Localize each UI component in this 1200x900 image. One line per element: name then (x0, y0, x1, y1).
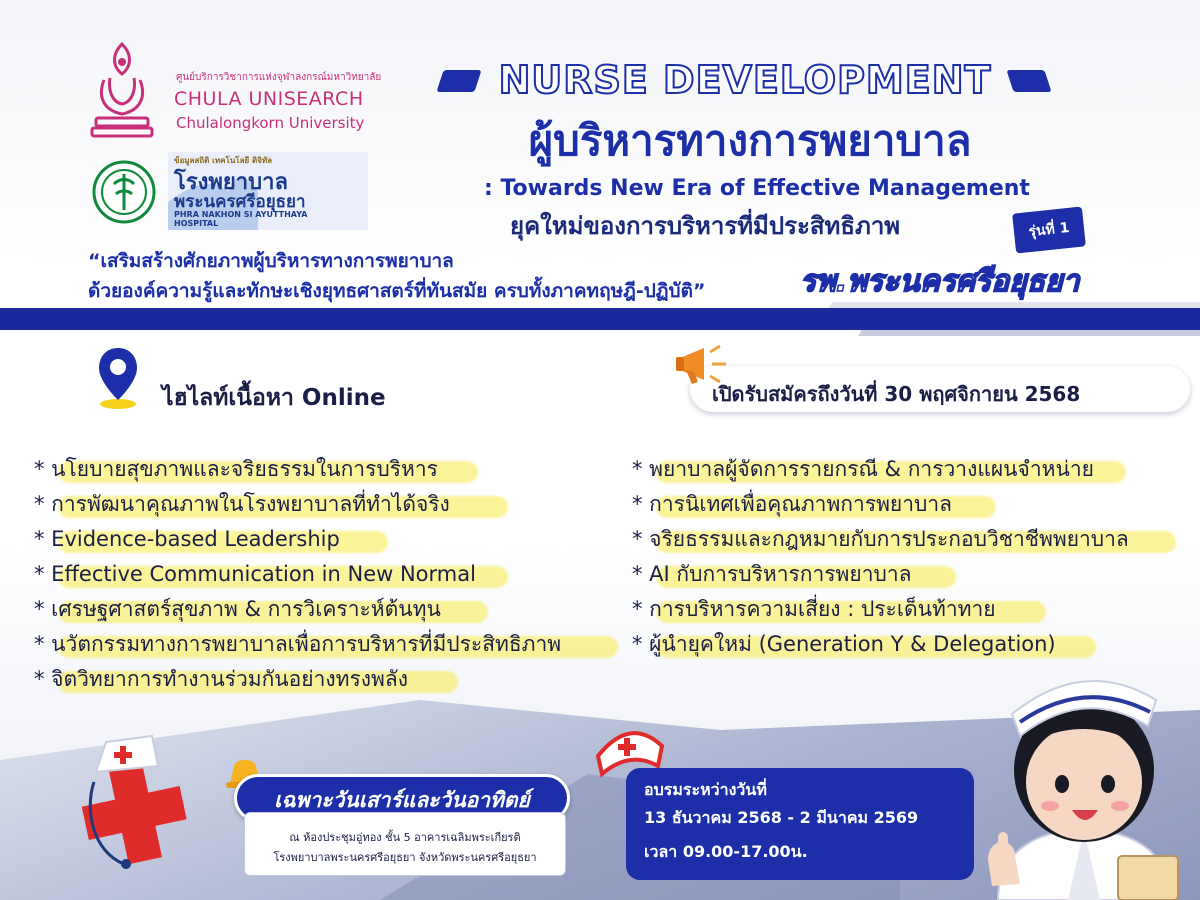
hospital-short-name: รพ.พระนครศรีอยุธยา (800, 264, 1080, 299)
hospital-logo-line1: โรงพยาบาล (174, 170, 288, 195)
training-time: เวลา 09.00-17.00น. (644, 842, 808, 861)
tagline-line1: “เสริมสร้างศักยภาพผู้บริหารทางการพยาบาล (88, 250, 454, 272)
training-dates: 13 ธันวาคม 2568 - 2 มีนาคม 2569 (644, 808, 919, 827)
list-item: * การนิเทศเพื่อคุณภาพการพยาบาล (632, 487, 1129, 522)
topics-list-left (34, 452, 561, 697)
chula-unisearch-name: CHULA UNISEARCH (174, 88, 364, 110)
training-label: อบรมระหว่างวันที่ (644, 780, 767, 799)
venue-line2: โรงพยาบาลพระนครศรีอยุธยา จังหวัดพระนครศรีอยุธยา (273, 851, 537, 864)
chula-emblem-icon (88, 40, 156, 140)
list-item: * การบริหารความเสี่ยง : ประเด็นท้าทาย (632, 592, 1129, 627)
hospital-logo-en1: PHRA NAKHON SI AYUTTHAYA (174, 210, 308, 219)
list-item: * Evidence-based Leadership (34, 522, 561, 557)
application-deadline-text: เปิดรับสมัครถึงวันที่ 30 พฤศจิกายน 2568 (712, 382, 1081, 406)
list-item: * พยาบาลผู้จัดการรายกรณี & การวางแผนจำหน่าย (632, 452, 1129, 487)
venue-line1: ณ ห้องประชุมอู่ทอง ชั้น 5 อาคารเฉลิมพระเกียรติ (289, 831, 521, 844)
hospital-logo-caption: ข้อมูลสถิติ เทคโนโลยี ดิจิทัล (174, 156, 273, 165)
generation-tag: รุ่นที่ 1 (1012, 206, 1086, 253)
location-pin-icon (96, 346, 140, 410)
list-item: * การพัฒนาคุณภาพในโรงพยาบาลที่ทำได้จริง (34, 487, 561, 522)
header-stripe-lower (858, 330, 1200, 336)
list-item: * Effective Communication in New Normal (34, 557, 561, 592)
weekend-text: เฉพาะวันเสาร์และวันอาทิตย์ (274, 788, 530, 812)
moph-emblem-icon (92, 160, 156, 224)
chula-thai-name: ศูนย์บริการวิชาการแห่งจุฬาลงกรณ์มหาวิทยาลัย (176, 72, 382, 83)
list-item: * AI กับการบริหารการพยาบาล (632, 557, 1129, 592)
list-item: * จริยธรรมและกฎหมายกับการประกอบวิชาชีพพยาบาล (632, 522, 1129, 557)
subtitle-english: : Towards New Era of Effective Management (484, 176, 1030, 201)
list-item: * นโยบายสุขภาพและจริยธรรมในการบริหาร (34, 452, 561, 487)
header-band (0, 308, 1200, 330)
online-highlights-heading: ไฮไลท์เนื้อหา Online (162, 385, 386, 411)
nurse-character-icon (968, 660, 1200, 900)
list-item: * ผู้นำยุคใหม่ (Generation Y & Delegation) (632, 627, 1129, 662)
title-thai: ผู้บริหารทางการพยาบาล (528, 116, 972, 165)
tagline-line2: ด้วยองค์ความรู้และทักษะเชิงยุทธศาสตร์ที่ทันสมัย ครบทั้งภาคทฤษฎี-ปฏิบัติ” (88, 280, 706, 302)
chula-university-name: Chulalongkorn University (176, 114, 365, 132)
nurse-cap-icon (92, 732, 162, 784)
tagline-quote (88, 246, 705, 306)
list-item: * นวัตกรรมทางการพยาบาลเพื่อการบริหารที่มีประสิทธิภาพ (34, 627, 561, 662)
hospital-logo-en2: HOSPITAL (174, 219, 219, 228)
subtitle-thai: ยุคใหม่ของการบริหารที่มีประสิทธิภาพ (510, 212, 901, 240)
list-item: * เศรษฐศาสตร์สุขภาพ & การวิเคราะห์ต้นทุน (34, 592, 561, 627)
topics-list-right (632, 452, 1129, 662)
hospital-logo-line2: พระนครศรีอยุธยา (174, 192, 306, 212)
hospital-logo (168, 152, 368, 230)
list-item: * จิตวิทยาการทำงานร่วมกันอย่างทรงพลัง (34, 662, 561, 697)
title-english: NURSE DEVELOPMENT (498, 58, 992, 102)
